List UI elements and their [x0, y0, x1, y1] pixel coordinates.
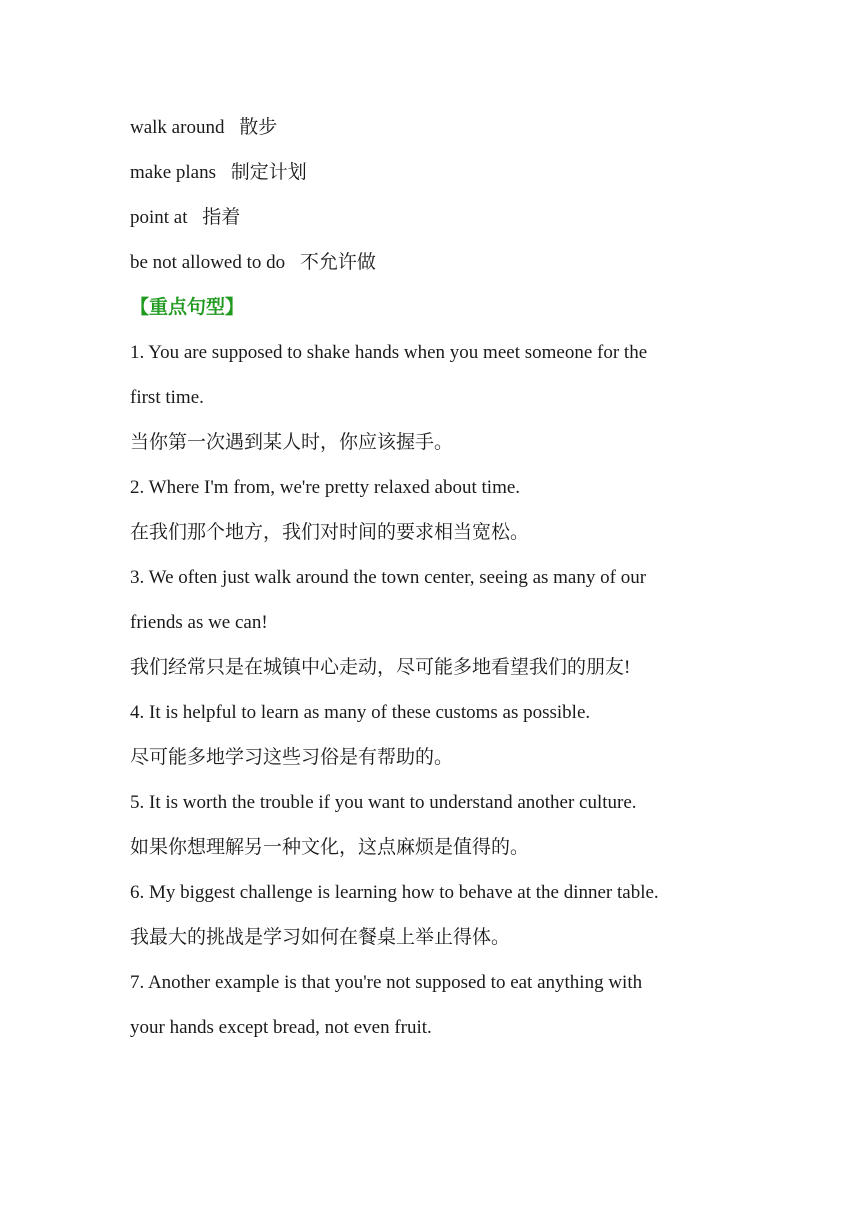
phrase-chinese: 指着 [202, 207, 241, 228]
phrase-line-not-allowed [130, 240, 740, 285]
sentence-1-english-line2: first time. [130, 387, 204, 408]
sentence-1-english-line1: 1. You are supposed to shake hands when you meet someone for the [130, 342, 648, 363]
phrase-line-point-at [130, 195, 740, 240]
sentence-7-english-line2: your hands except bread, not even fruit. [130, 1017, 432, 1038]
phrase-chinese: 散步 [239, 117, 278, 138]
phrase-line-make-plans [130, 150, 740, 195]
phrase-chinese: 制定计划 [230, 162, 307, 183]
phrase-english: be not allowed to do [130, 252, 286, 273]
document-page [130, 105, 740, 1050]
sentence-5-english: 5. It is worth the trouble if you want to understand another culture. [130, 792, 637, 813]
sentence-6-english: 6. My biggest challenge is learning how to behave at the dinner table. [130, 882, 659, 903]
phrase-english: point at [130, 207, 188, 228]
sentence-7-english-line1: 7. Another example is that you're not supposed to eat anything with [130, 972, 643, 993]
phrase-line-walk-around [130, 105, 740, 150]
sentence-6-chinese: 我最大的挑战是学习如何在餐桌上举止得体。 [130, 927, 511, 948]
sentence-5-chinese: 如果你想理解另一种文化，这点麻烦是值得的。 [130, 837, 530, 858]
phrase-english: walk around [130, 117, 225, 138]
sentence-2-english: 2. Where I'm from, we're pretty relaxed about time. [130, 477, 521, 498]
phrase-chinese: 不允许做 [299, 252, 376, 273]
sentence-4-chinese: 尽可能多地学习这些习俗是有帮助的。 [130, 747, 454, 768]
sentence-2-chinese: 在我们那个地方，我们对时间的要求相当宽松。 [130, 522, 530, 543]
sentence-3-english-line1: 3. We often just walk around the town center, seeing as many of our [130, 567, 647, 588]
section-heading: 【重点句型】 [130, 296, 245, 318]
sentence-4-english: 4. It is helpful to learn as many of these customs as possible. [130, 702, 591, 723]
sentence-3-english-line2: friends as we can! [130, 612, 268, 633]
sentence-1-chinese: 当你第一次遇到某人时，你应该握手。 [130, 432, 454, 453]
phrase-english: make plans [130, 162, 217, 183]
sentence-3-chinese: 我们经常只是在城镇中心走动，尽可能多地看望我们的朋友! [130, 657, 631, 678]
